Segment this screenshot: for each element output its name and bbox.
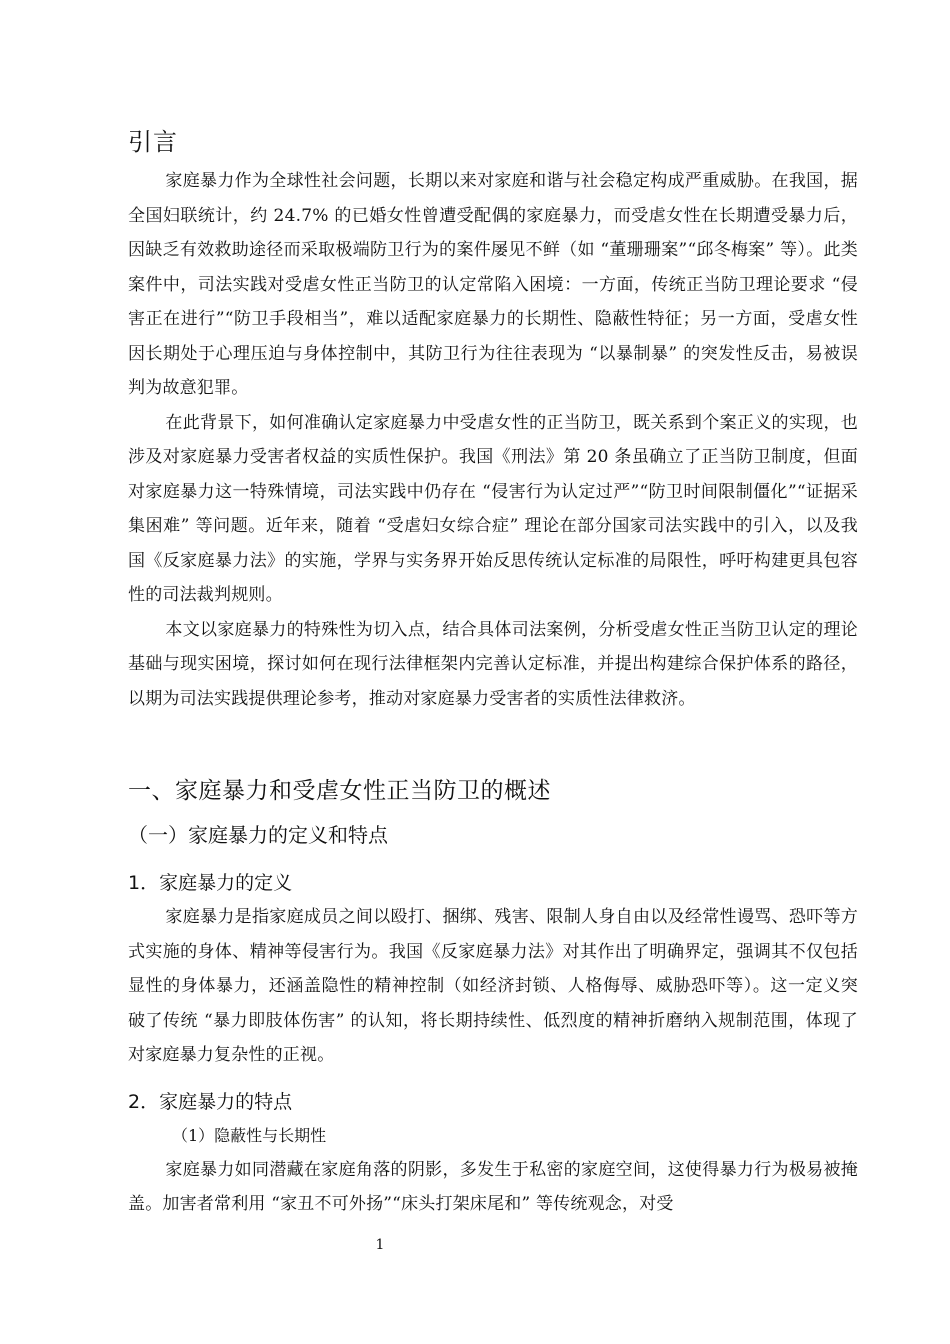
subpoint-1-heading: （1）隐蔽性与长期性 [172,1125,327,1145]
concealment-paragraph: 家庭暴力如同潜藏在家庭角落的阴影，多发生于私密的家庭空间，这使得暴力行为极易被掩盖。加害者常利用 “家丑不可外扬”“床头打架床尾和” 等传统观念，对受 [128,1159,858,1214]
section-1-heading: （一）家庭暴力的定义和特点 [128,823,388,847]
page-number: 1 [375,1237,385,1253]
point-1-heading: 1．家庭暴力的定义 [128,872,293,894]
intro-paragraph-2: 在此背景下，如何准确认定家庭暴力中受虐女性的正当防卫，既关系到个案正义的实现，也涉及对家庭暴力受害者权益的实质性保护。我国《刑法》第 20 条虽确立了正当防卫制度，但面对家庭暴力这一特殊情境，司法实践中仍存在 “侵害行为认定过严”“防卫时间限制僵化”“证据采集困难” 等问题。近年来，随着 “受虐妇女综合症” 理论在部分国家司法实践中的引入，以及我国《反家庭暴力法》的实施，学界与实务界开始反思传统认定标准的局限性，呼吁构建更具包容性的司法裁判规则。 [128,412,858,605]
intro-paragraph-3: 本文以家庭暴力的特殊性为切入点，结合具体司法案例，分析受虐女性正当防卫认定的理论基础与现实困境，探讨如何在现行法律框架内完善认定标准，并提出构建综合保护体系的路径，以期为司法实践提供理论参考，推动对家庭暴力受害者的实质性法律救济。 [128,619,858,709]
point-2-heading: 2．家庭暴力的特点 [128,1090,293,1113]
intro-heading: 引言 [128,128,178,156]
page-content [128,124,858,1222]
definition-paragraph: 家庭暴力是指家庭成员之间以殴打、捆绑、残害、限制人身自由以及经常性谩骂、恐吓等方式实施的身体、精神等侵害行为。我国《反家庭暴力法》对其作出了明确界定，强调其不仅包括显性的身体暴力，还涵盖隐性的精神控制（如经济封锁、人格侮辱、威胁恐吓等）。这一定义突破了传统 “暴力即肢体伤害” 的认知，将长期持续性、低烈度的精神折磨纳入规制范围，体现了对家庭暴力复杂性的正视。 [128,907,858,1065]
intro-paragraph-1: 家庭暴力作为全球性社会问题，长期以来对家庭和谐与社会稳定构成严重威胁。在我国，据全国妇联统计，约 24.7% 的已婚女性曾遭受配偶的家庭暴力，而受虐女性在长期遭受暴力后，因缺乏有效救助途径而采取极端防卫行为的案件屡见不鲜（如 “董珊珊案”“邱冬梅案” 等）。此类案件中，司法实践对受虐女性正当防卫的认定常陷入困境：一方面，传统正当防卫理论要求 “侵害正在进行”“防卫手段相当”，难以适配家庭暴力的长期性、隐蔽性特征；另一方面，受虐女性因长期处于心理压迫与身体控制中，其防卫行为往往表现为 “以暴制暴” 的突发性反击，易被误判为故意犯罪。 [128,171,858,398]
chapter-1-heading: 一、家庭暴力和受虐女性正当防卫的概述 [128,778,551,804]
